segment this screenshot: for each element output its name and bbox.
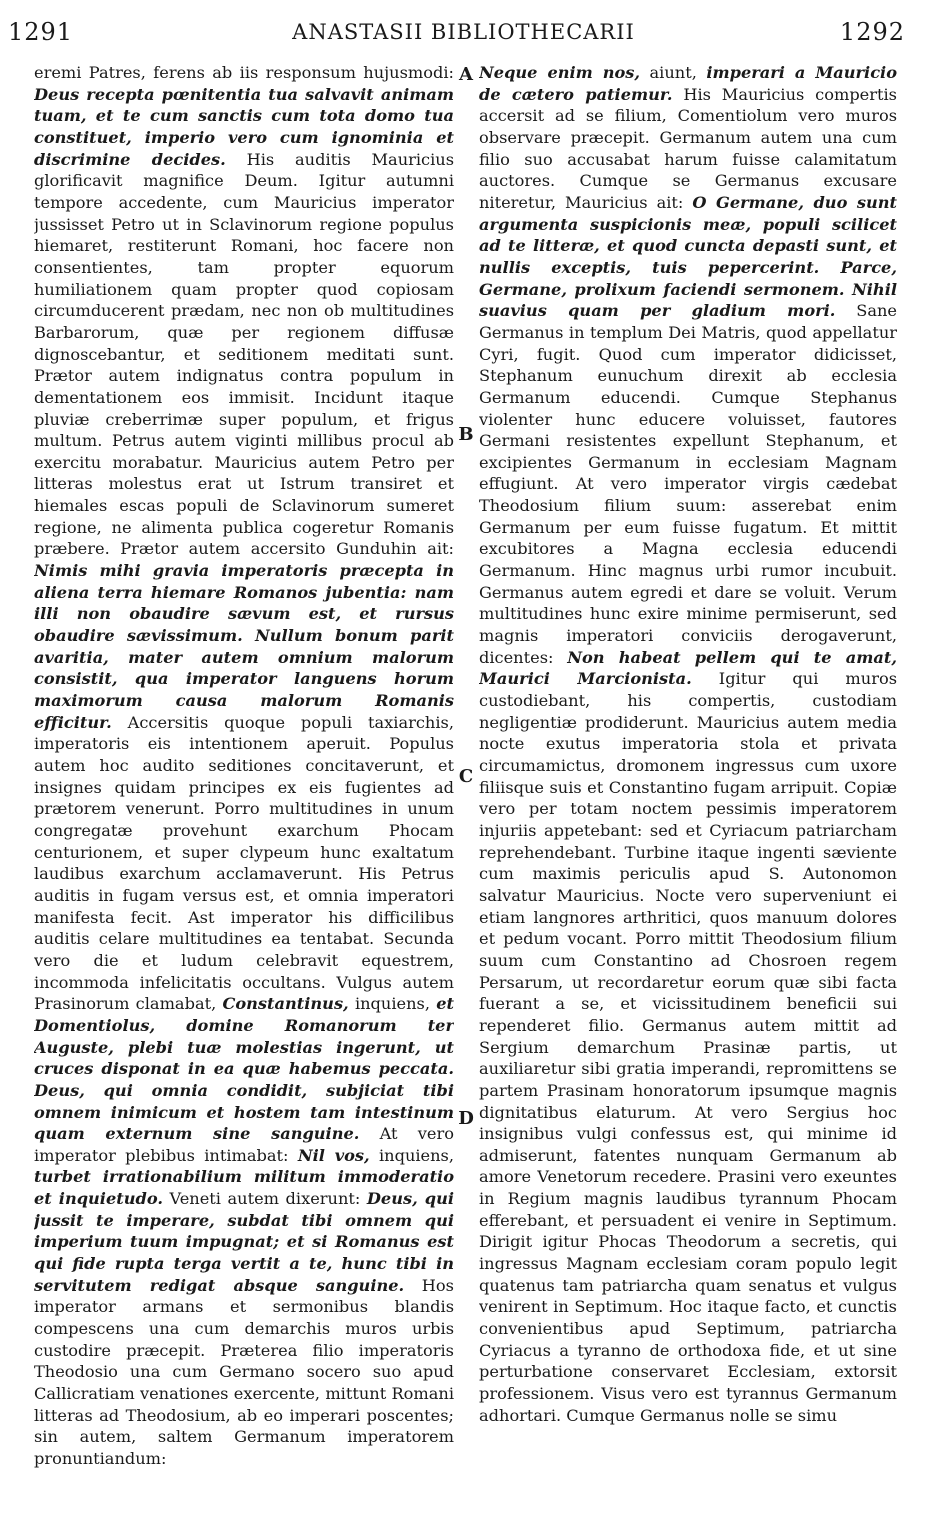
page-number-right: 1292 — [839, 18, 905, 46]
text-run: Veneti autem dixerunt: — [162, 1189, 367, 1209]
margin-marker-b: B — [458, 424, 474, 445]
italic-quote: et Domentiolus, domine Romanorum ter Auguste, plebi tuæ molestias ingerunt, ut cruces disponat in ea quæ habemus peccata. Deus, qui omnia condidit, subjiciat tibi omnem inimicum et hostem tam intestinum quam externum sine sanguine. — [34, 994, 454, 1144]
italic-quote: turbet irrationabilium militum immoderatio et inquietudo. — [34, 1167, 454, 1209]
left-paragraph — [34, 62, 454, 1470]
margin-marker-a: A — [459, 64, 473, 85]
margin-marker-d: D — [458, 1108, 474, 1129]
text-run: Sane Germanus in templum Dei Matris, quod appellatur Cyri, fugit. Quod cum imperator didicisset, Stephanum eunuchum direxit ab ecclesia Germanum educendi. Cumque Stephanus violenter hunc educere voluisset, fautores Germani resistentes expellunt Stephanum, et excipientes Germanum in ecclesiam Magnam effugiunt. At vero imperator virgis cædebat Theodosium filium suum: asserebat enim Germanum per eum fuisse fugatum. Et mittit excubitores a Magna ecclesia educendi Germanum. Hinc magnus urbi rumor incubuit. Germanus autem egredi et dare se voluit. Verum multitudines hunc exire minime permiserunt, sed magnis imperatori conviciis derogaverunt, dicentes: — [479, 301, 897, 667]
text-run: eremi Patres, ferens ab iis responsum hujusmodi: — [34, 63, 454, 82]
text-run: Hos imperator armans et sermonibus blandis compescens una cum demarchis muros urbis custodire præcepit. Præterea filio imperatoris Theodosio una cum Germano socero suo apud Callicratiam venationes exercente, mittunt Romani litteras ad Theodosium, ab eo imperari poscentes; sin autem, saltem Germanum imperatorem pronuntiandum: — [34, 1275, 454, 1468]
text-run: Accersitis quoque populi taxiarchis, imperatoris eis intentionem aperuit. Populus autem hoc audito seditiones concitaverunt, et insignes quidam principes ex eis fugientes ad prætorem venerunt. Porro multitudines in unum congregatæ provehunt exarchum Phocam centurionem, et super clypeum hunc exaltatum laudibus exarchum acclamaverunt. His Petrus auditis in fugam versus est, et omnia imperatori manifesta fecit. Ast imperator his difficilibus auditis celare multitudines ea tentabat. Secunda vero die et ludum celebravit equestrem, incommoda infelicitatis occultans. Vulgus autem Prasinorum clamabat, — [34, 712, 454, 1014]
italic-quote: Deus recepta pœnitentia tua salvavit animam tuam, et te cum sanctis cum tota domo tua constituet, imperio vero cum ignominia et discrimine decides. — [34, 84, 454, 169]
margin-marker-c: C — [458, 766, 474, 787]
left-column — [34, 62, 454, 1532]
italic-quote: Nimis mihi gravia imperatoris præcepta in aliena terra hiemare Romanos jubentia: nam illi non obaudire sævum est, et rursus obaudire sævissimum. Nullum bonum parit avaritia, mater autem omnium malorum consistit, qua imperator languens horum maximorum causa malorum Romanis efficitur. — [34, 561, 454, 732]
italic-quote: Nil vos, — [297, 1145, 370, 1165]
right-paragraph — [479, 62, 897, 1426]
text-run: aiunt, — [640, 63, 707, 82]
text-run: Igitur qui muros custodiebant, his compertis, custodiam negligentiæ prodiderunt. Mauricius autem media nocte exutus imperatoria stola et privata circumamictus, dromonem ingressus cum uxore filiisque suis et Constantino fugam arripuit. Copiæ vero per totam noctem pessimis imperatorem injuriis appetebant: sed et Cyriacum patriarcham reprehendebant. Turbine itaque ingenti sæviente cum maximis periculis apud S. Autonomon salvatur Mauricius. Nocte vero superveniunt ei etiam langnores arthritici, quos manuum dolores et pedum vocant. Porro mittit Theodosium filium suum cum Constantino ad Chosroen regem Persarum, ut recordaretur eorum quæ sibi facta fuerant a se, et vicissitudinem beneficii sui rependeret filio. Germanus autem mittit ad Sergium demarchum Prasinæ partis, ut auxiliaretur sibi gratia imperandi, repromittens se partem Prasinam honoratorum ipsumque magnis dignitatibus elaturum. At vero Sergius hoc insignibus vulgi confessus est, qui minime id admiserunt, fatentes nunquam Germanum ab amore Venetorum recedere. Prasini vero exeuntes in Regium magnis laudibus tyrannum Phocam efferebant, et persuadent ei venire in Septimum. Dirigit igitur Phocas Theodorum a secretis, qui ingressus Magnam ecclesiam coram populo legit quatenus tam patriarcha quam senatus et vulgus venirent in Septimum. Hoc itaque facto, et cunctis convenientibus apud Septimum, patriarcha Cyriacus a tyranno de orthodoxa fide, et ut sine perturbatione conservaret Ecclesiam, extorsit professionem. Visus vero est tyrannus Germanum adhortari. Cumque Germanus nolle se simu — [479, 669, 897, 1425]
italic-quote: Constantinus, — [222, 994, 349, 1014]
italic-quote: Neque enim nos, — [479, 63, 641, 82]
text-run: inquiens, — [369, 1145, 454, 1165]
text-run: His auditis Mauricius glorificavit magnifice Deum. Igitur autumni tempore accedente, cum Mauricius imperator jussisset Petro ut in Sclavinorum regione populus hiemaret, restiterunt Romani, hoc facere non consentientes, tam propter equorum humiliationem quam propter quod copiosam circumducerent prædam, nec non ob multitudines Barbarorum, quæ per regionem diffusæ dignoscebantur, et seditionem meditati sunt. Prætor autem indignatus contra populum in dementationem eos immisit. Incidunt itaque pluviæ creberrimæ super populum, et frigus multum. Petrus autem viginti millibus procul ab exercitu morabatur. Mauricius autem Petro per litteras molestus erat ut Istrum transiret et hiemales escas populi de Sclavinorum sumeret regione, ne alimenta publica cogeretur Romanis præbere. Prætor autem accersito Gunduhin ait: — [34, 149, 454, 559]
text-run: inquiens, — [348, 994, 437, 1014]
italic-quote: Non habeat pellem qui te amat, Maurici Marcionista. — [479, 647, 897, 689]
running-header — [0, 18, 927, 58]
text-run: His Mauricius compertis accersit ad se filium, Comentiolum vero muros observare præcepit. Germanum autem una cum filio suo accusabat harum fuisse calamitatum auctores. Cumque se Germanus excusare niteretur, Mauricius ait: — [479, 84, 897, 212]
italic-quote: imperari a Mauricio de cætero patiemur. — [479, 63, 897, 104]
italic-quote: O Germane, duo sunt argumenta suspicionis meæ, populi scilicet ad te litteræ, et quod cuncta depasti sunt, et nullis exceptis, tuis pepercerint. Parce, Germane, prolixum faciendi sermonem. Nihil suavius quam per gladium mori. — [479, 192, 897, 321]
right-column — [479, 62, 897, 1532]
italic-quote: Deus, qui jussit te imperare, subdat tibi omnem qui imperium tuum impugnat; et si Romanus est qui fide rupta terga vertit a te, hunc tibi in servitutem redigat absque sanguine. — [34, 1189, 454, 1295]
text-run: At vero imperator plebibus intimabat: — [34, 1124, 454, 1165]
page-number-left: 1291 — [8, 18, 74, 46]
running-title: ANASTASII BIBLIOTHECARII — [292, 20, 635, 44]
